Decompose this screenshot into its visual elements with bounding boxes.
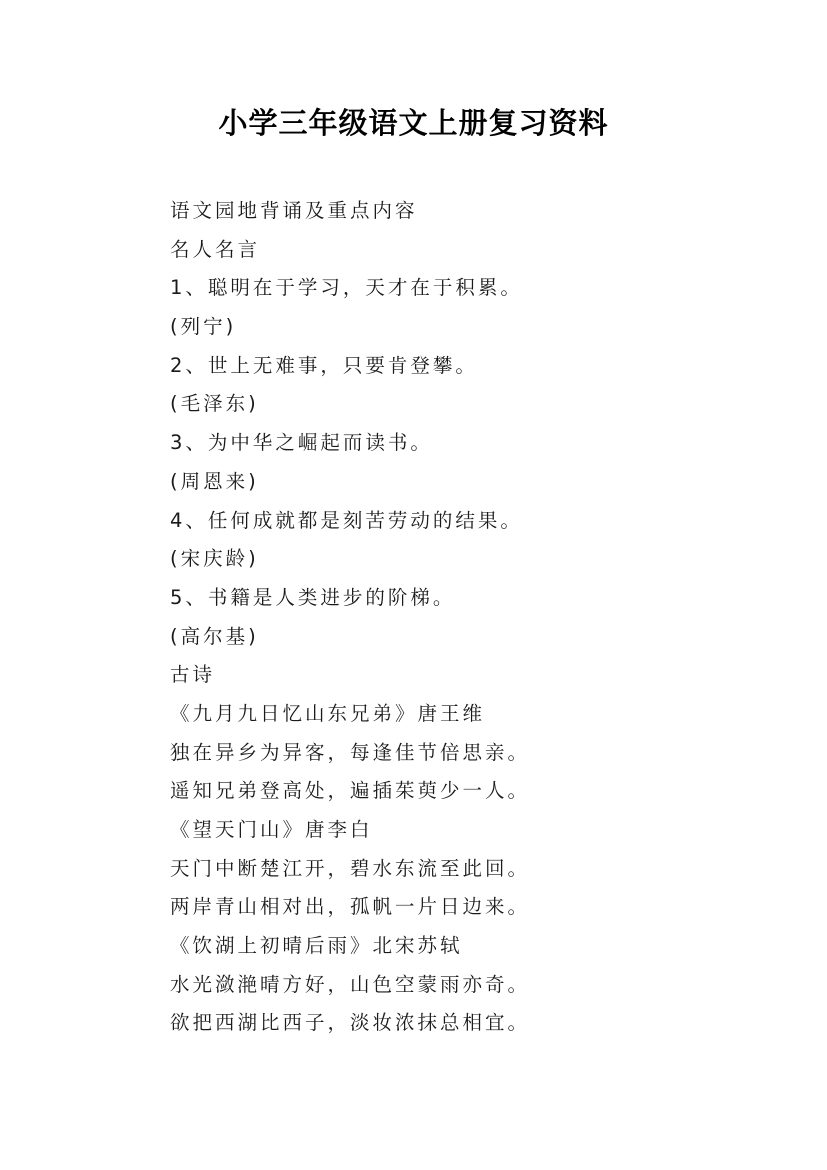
poem-verse: 水光潋滟晴方好，山色空蒙雨亦奇。 (170, 972, 531, 996)
quote-author: (周恩来) (170, 469, 259, 493)
quote-author: (宋庆龄) (170, 547, 259, 571)
section-heading: 古诗 (170, 663, 216, 687)
poem-title: 《饮湖上初晴后雨》北宋苏轼 (170, 934, 463, 958)
quote-author: (毛泽东) (170, 392, 259, 416)
quote-line: 5、书籍是人类进步的阶梯。 (170, 585, 456, 609)
quote-line: 4、任何成就都是刻苦劳动的结果。 (170, 508, 523, 532)
poem-title: 《望天门山》唐李白 (170, 818, 373, 841)
section-heading: 语文园地背诵及重点内容 (170, 199, 418, 222)
poem-verse: 遥知兄弟登高处，遍插茱萸少一人。 (170, 779, 531, 803)
section-heading: 名人名言 (170, 237, 261, 261)
quote-line: 1、聪明在于学习，天才在于积累。 (170, 276, 523, 300)
document-title: 小学三年级语文上册复习资料 (218, 106, 609, 140)
poem-verse: 天门中断楚江开，碧水东流至此回。 (170, 856, 531, 880)
quote-line: 3、为中华之崛起而读书。 (170, 431, 433, 455)
poem-verse: 独在异乡为异客，每逢佳节倍思亲。 (170, 740, 531, 764)
quote-author: (高尔基) (170, 624, 259, 648)
poem-title: 《九月九日忆山东兄弟》唐王维 (170, 701, 486, 725)
document-body (170, 192, 770, 1043)
poem-verse: 欲把西湖比西子，淡妆浓抹总相宜。 (170, 1011, 531, 1035)
poem-verse: 两岸青山相对出，孤帆一片日边来。 (170, 895, 531, 919)
quote-line: 2、世上无难事，只要肯登攀。 (170, 353, 478, 377)
quote-author: (列宁) (170, 315, 237, 339)
